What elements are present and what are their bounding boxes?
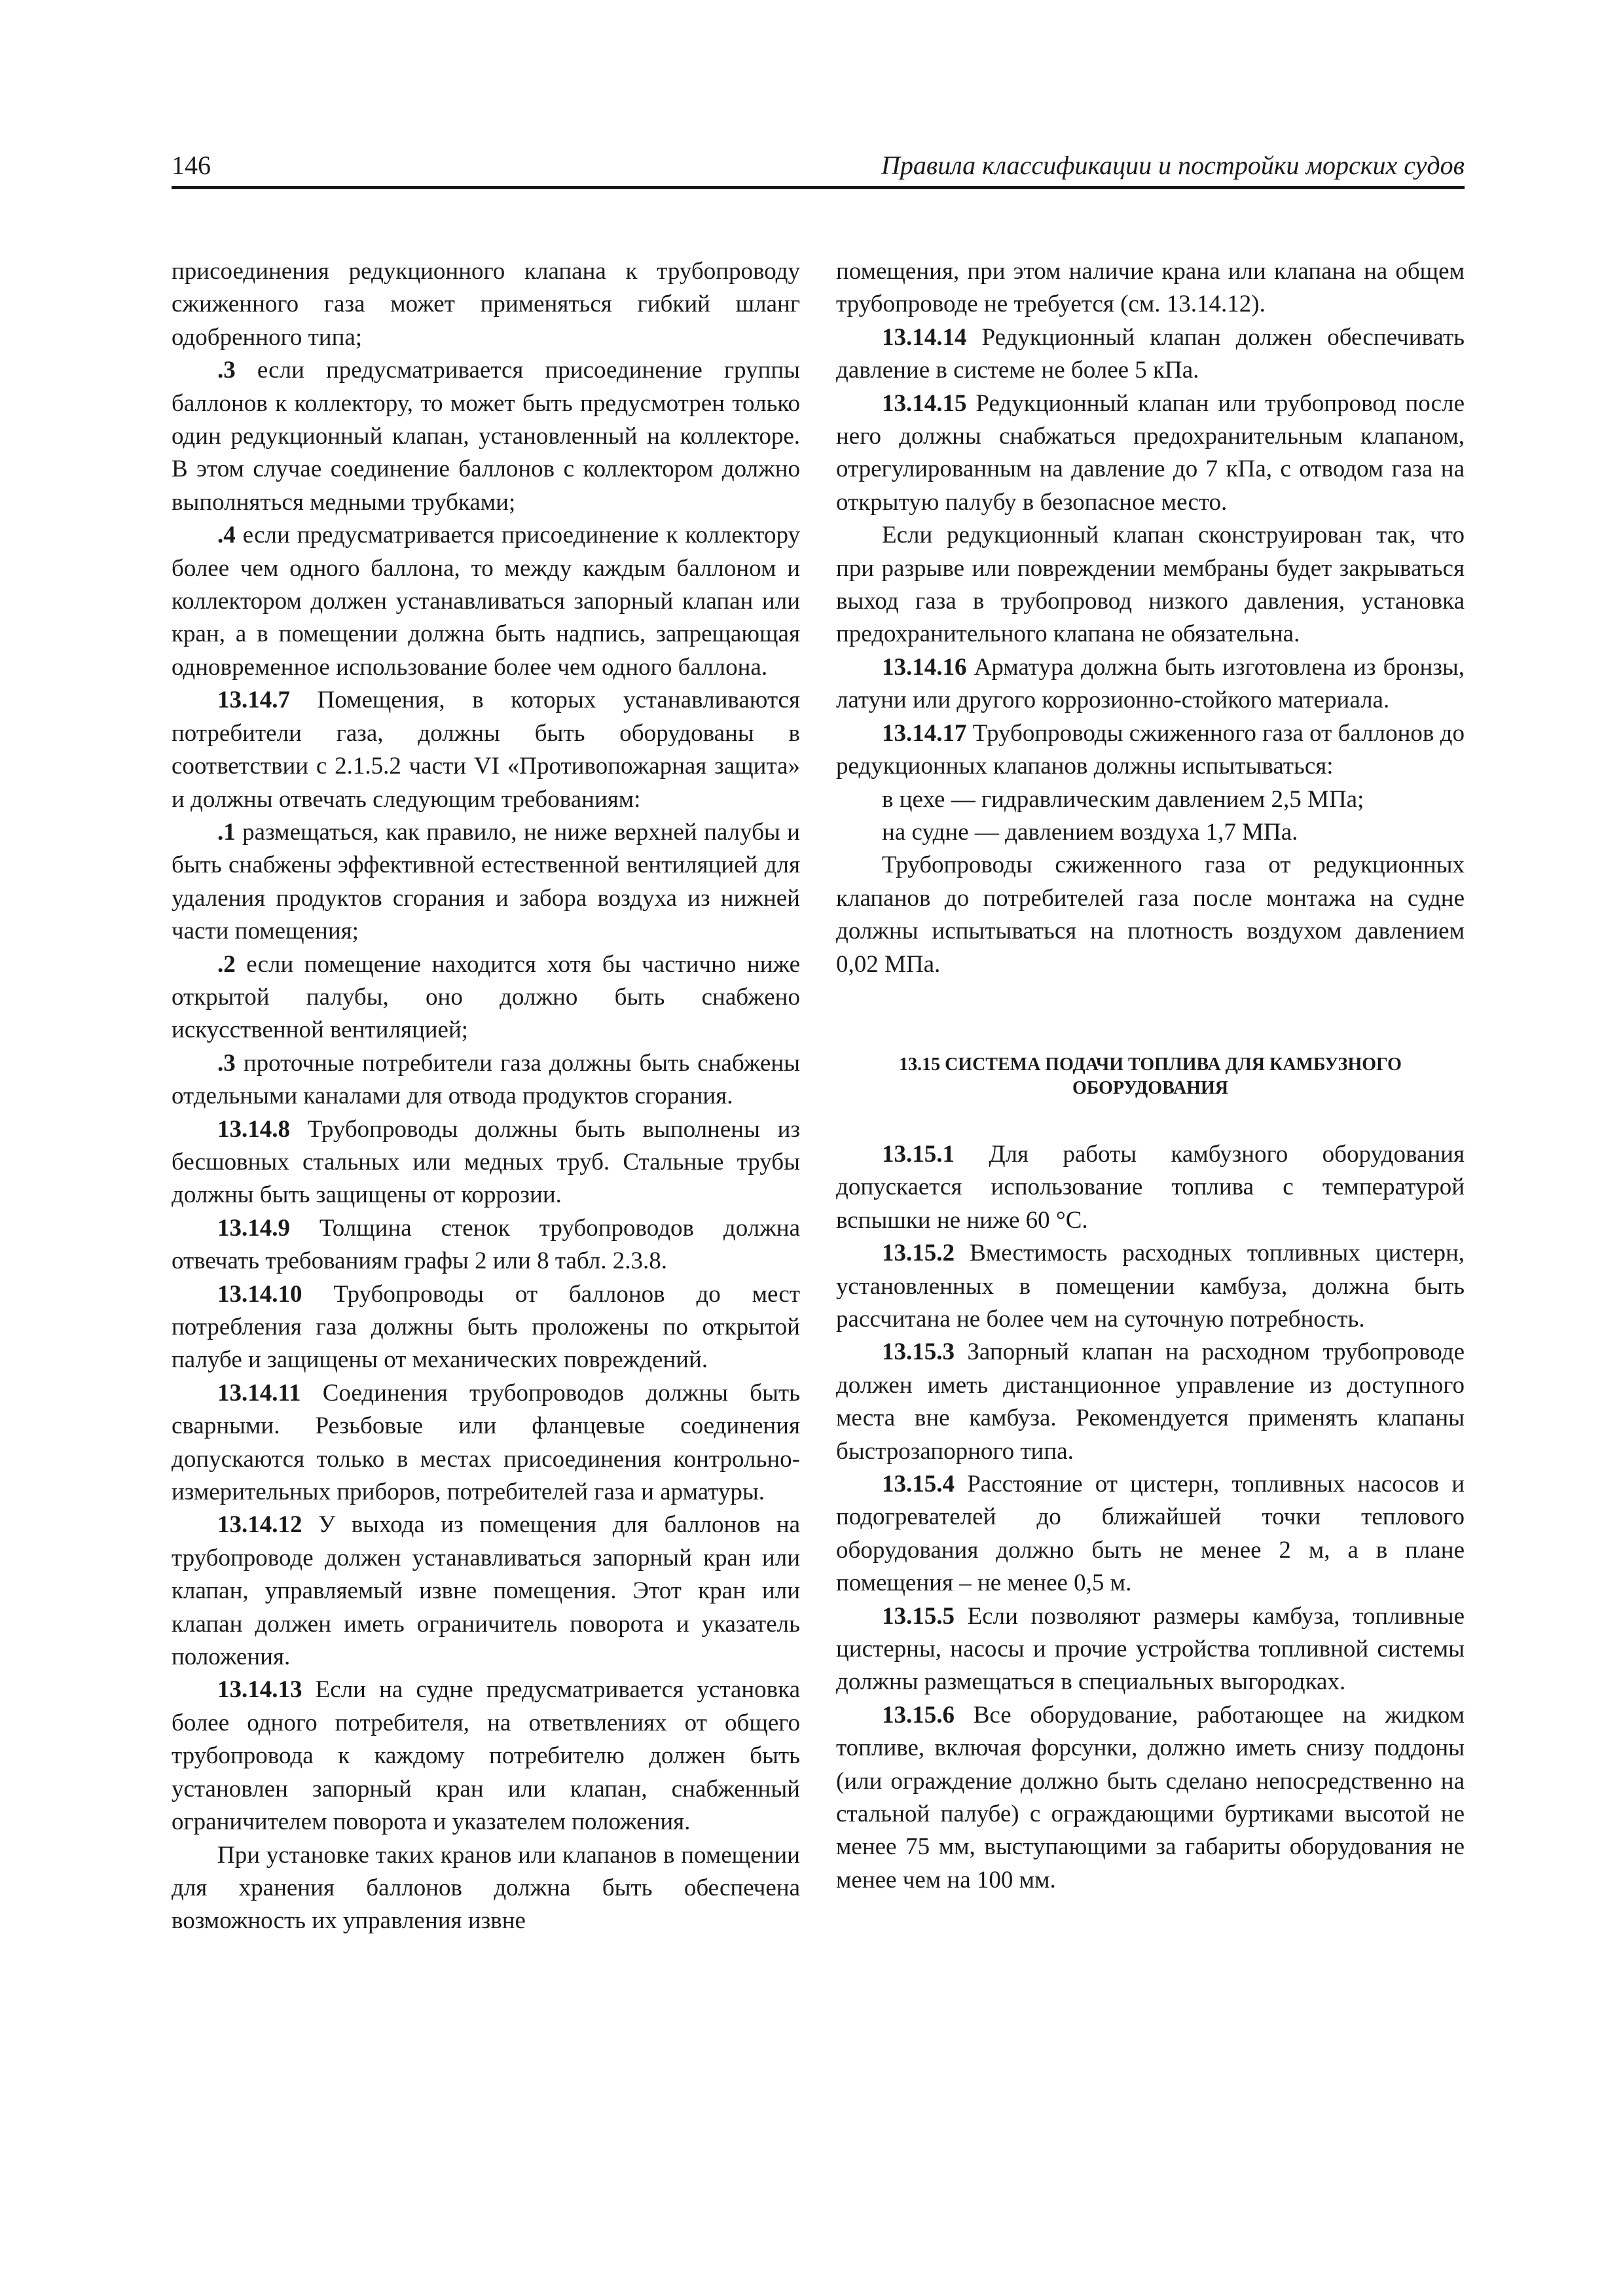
paragraph: 13.15.5 Если позволяют размеры камбуза, топливные цистерны, насосы и прочие устройства топливной системы должны размещаться в специальных выгородках.	[836, 1602, 1465, 1696]
paragraph: 13.14.17 Трубопроводы сжиженного газа от баллонов до редукционных клапанов должны испытываться:	[836, 719, 1465, 780]
paragraph: 13.14.9 Толщина стенок трубопроводов должна отвечать требованиям графы 2 или 8 табл. 2.3.8.	[172, 1214, 800, 1275]
paragraph: 13.15.2 Вместимость расходных топливных цистерн, установленных в помещении камбуза, должна быть рассчитана не более чем на суточную потребность.	[836, 1240, 1465, 1333]
paragraph: в цехе — гидравлическим давлением 2,5 МПа;	[882, 785, 1364, 813]
paragraph: 13.14.16 Арматура должна быть изготовлена из бронзы, латуни или другого коррозионно-стойкого материала.	[836, 653, 1465, 714]
paragraph: .2 если помещение находится хотя бы частично ниже открытой палубы, оно должно быть снабжено искусственной вентиляцией;	[172, 950, 800, 1044]
right-column	[836, 255, 1465, 1897]
paragraph: 13.14.15 Редукционный клапан или трубопровод после него должны снабжаться предохранительным клапаном, отрегулированным на давление до 7 кПа, с отводом газа на открытую палубу в безопасное место.	[836, 389, 1465, 516]
paragraph: .1 размещаться, как правило, не ниже верхней палубы и быть снабжены эффективной естественной вентиляцией для удаления продуктов сгорания и забора воздуха из нижней части помещения;	[172, 818, 800, 945]
page-header	[172, 145, 1465, 189]
paragraph: 13.14.8 Трубопроводы должны быть выполнены из бесшовных стальных или медных труб. Стальные трубы должны быть защищены от коррозии.	[172, 1115, 800, 1209]
paragraph: 13.14.12 У выхода из помещения для баллонов на трубопроводе должен устанавливаться запорный кран или клапан, управляемый извне помещения. Этот кран или клапан должен иметь ограничитель поворота и указатель положения.	[172, 1511, 800, 1671]
paragraph: .4 если предусматривается присоединение к коллектору более чем одного баллона, то между каждым баллоном и коллектором должен устанавливаться запорный клапан или кран, а в помещении должна быть надпись, запрещающая одновременное использование более чем одного баллона.	[172, 522, 800, 681]
paragraph: на судне — давлением воздуха 1,7 МПа.	[882, 818, 1298, 846]
running-title: Правила классификации и постройки морских судов	[881, 151, 1465, 180]
paragraph: Если редукционный клапан сконструирован так, что при разрыве или повреждении мембраны будет закрываться выход газа в трубопровод низкого давления, установка предохранительного клапана не обязательна.	[836, 522, 1465, 648]
page-number: 146	[172, 151, 211, 180]
paragraph: 13.14.11 Соединения трубопроводов должны быть сварными. Резьбовые или фланцевые соединения допускаются только в местах присоединения контрольно-измерительных приборов, потребителей газа и арматуры.	[172, 1379, 800, 1506]
paragraph: Трубопроводы сжиженного газа от редукционных клапанов до потребителей газа после монтажа на судне должны испытываться на плотность воздухом давлением 0,02 МПа.	[836, 852, 1465, 978]
paragraph: При установке таких кранов или клапанов в помещении для хранения баллонов должна быть обеспечена возможность их управления извне	[172, 1841, 800, 1935]
paragraph: .3 если предусматривается присоединение группы баллонов к коллектору, то может быть предусмотрен только один редукционный клапан, установленный на коллекторе. В этом случае соединение баллонов с коллектором должно выполняться медными трубками;	[172, 357, 800, 516]
paragraph: 13.14.7 Помещения, в которых устанавливаются потребители газа, должны быть оборудованы в соответствии с 2.1.5.2 части VI «Противопожарная защита» и должны отвечать следующим требованиям:	[172, 687, 800, 813]
paragraph: 13.15.1 Для работы камбузного оборудования допускается использование топлива с температурой вспышки не ниже 60 °С.	[836, 1140, 1465, 1234]
left-column	[172, 255, 800, 1938]
paragraph: 13.14.13 Если на судне предусматривается установка более одного потребителя, на ответвлениях от общего трубопровода к каждому потребителю должен быть установлен запорный кран или клапан, снабженный ограничителем поворота и указателем положения.	[172, 1676, 800, 1836]
paragraph: 13.15.6 Все оборудование, работающее на жидком топливе, включая форсунки, должно иметь снизу поддоны (или ограждение должно быть сделано непосредственно на стальной палубе) с ограждающими буртиками высотой не менее 75 мм, выступающими за габариты оборудования не менее чем на 100 мм.	[836, 1701, 1465, 1893]
paragraph: 13.14.10 Трубопроводы от баллонов до мест потребления газа должны быть проложены по открытой палубе и защищены от механических повреждений.	[172, 1280, 800, 1374]
paragraph: 13.15.3 Запорный клапан на расходном трубопроводе должен иметь дистанционное управление из доступного места вне камбуза. Рекомендуется применять клапаны быстрозапорного типа.	[836, 1338, 1465, 1465]
paragraph: присоединения редукционного клапана к трубопроводу сжиженного газа может применяться гибкий шланг одобренного типа;	[172, 258, 800, 351]
paragraph: помещения, при этом наличие крана или клапана на общем трубопроводе не требуется (см. 13.14.12).	[836, 258, 1465, 318]
paragraph: 13.15.4 Расстояние от цистерн, топливных насосов и подогревателей до ближайшей точки теплового оборудования должно быть не менее 2 м, а в плане помещения – не менее 0,5 м.	[836, 1471, 1465, 1597]
paragraph: 13.14.14 Редукционный клапан должен обеспечивать давление в системе не более 5 кПа.	[836, 323, 1465, 384]
paragraph: .3 проточные потребители газа должны быть снабжены отдельными каналами для отвода продуктов сгорания.	[172, 1049, 800, 1110]
section-title: 13.15 СИСТЕМА ПОДАЧИ ТОПЛИВА ДЛЯ КАМБУЗНОГО ОБОРУДОВАНИЯ	[899, 1054, 1402, 1098]
